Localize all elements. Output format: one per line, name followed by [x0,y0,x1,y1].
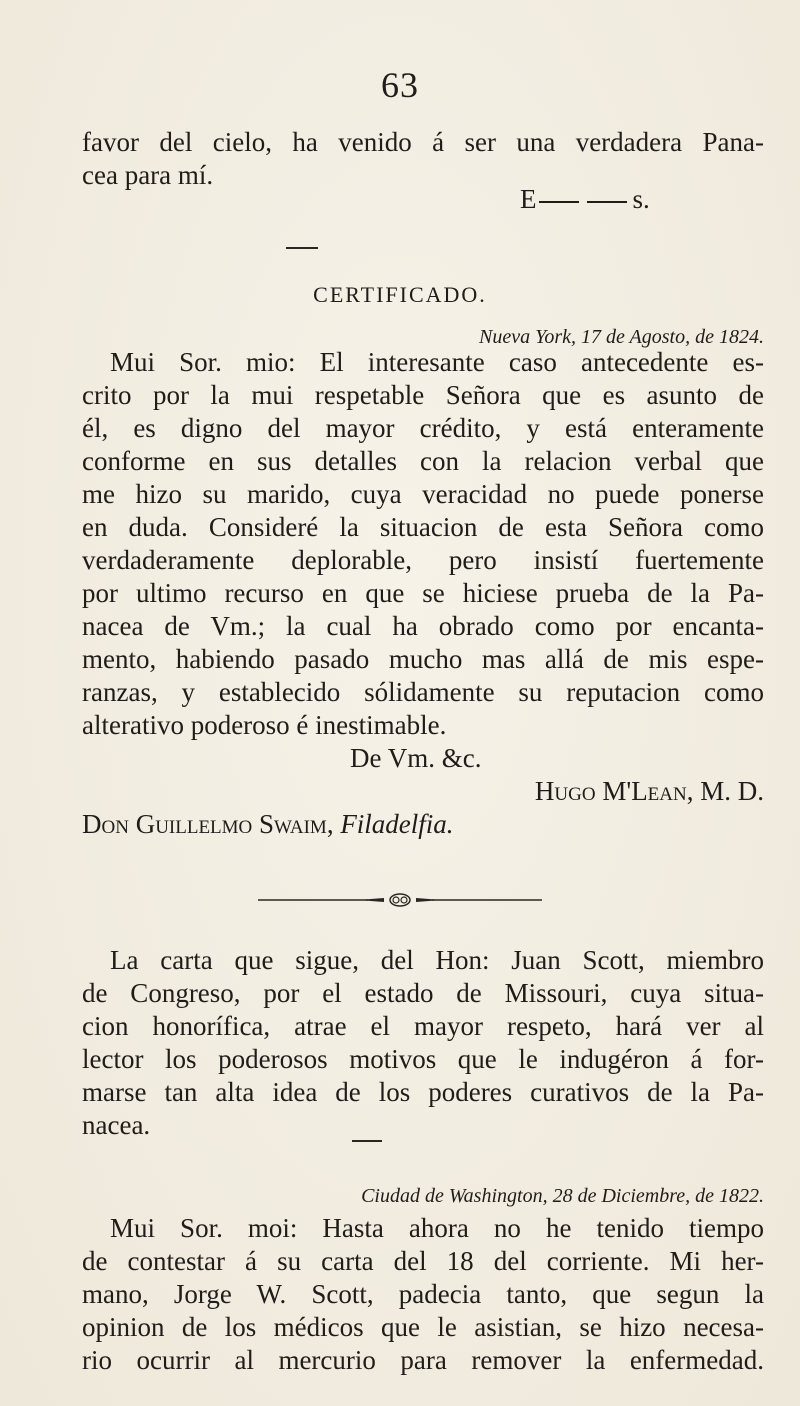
text-line: conforme en sus detalles con la relacion verbal que [82,446,764,476]
text-line: él, es digno del mayor crédito, y está enteramente [82,413,764,443]
certificate-heading: CERTIFICADO. [313,282,487,307]
text-line: de Congreso, por el estado de Missouri, cuya situa- [82,978,764,1008]
letter-body [82,1212,764,1377]
text-line: Mui Sor. moi: Hasta ahora no he tenido tiempo [110,1213,764,1243]
text-line: Mui Sor. mio: El interesante caso antecedente es- [110,347,764,377]
text-line: lector los poderosos motivos que le indugéron á for- [82,1044,764,1074]
certificate-signer: Hugo M'Lean, M. D. [534,776,764,806]
page-number: 63 [381,65,419,105]
text-line: crito por la mui respetable Señora que es asunto de [82,380,764,410]
signature-initial-last: s. [632,184,650,214]
text-line: en duda. Consideré la situacion de esta Señora como [82,512,764,542]
certificate-addressee [82,808,764,841]
text-line: por ultimo recurso en que se hiciese prueba de la Pa- [82,578,764,608]
addressee-name: Don Guillelmo Swaim, [82,809,334,839]
letter-dateline: Ciudad de Washington, 28 de Diciembre, de 1822. [361,1185,764,1207]
text-line: alterativo poderoso é inestimable. [82,710,447,740]
section-divider [286,247,318,249]
text-line: rio ocurrir al mercurio para remover la enfermedad. [82,1345,764,1375]
text-line: La carta que sigue, del Hon: Juan Scott, miembro [110,945,764,975]
text-line: cea para mí. [82,160,214,190]
certificate-body [82,346,764,841]
intro-paragraph [82,944,764,1142]
text-line: nacea. [82,1110,151,1140]
text-line: de contestar á su carta del 18 del corriente. Mi her- [82,1246,764,1276]
signature-initials [520,184,650,215]
text-line: me hizo su marido, cuya veracidad no puede ponerse [82,479,764,509]
opening-paragraph [82,126,764,192]
addressee-city: Filadelfia. [340,809,454,839]
signature-dash [587,201,627,203]
certificate-dateline: Nueva York, 17 de Agosto, de 1824. [479,326,764,348]
text-line: cion honorífica, atrae el mayor respeto, hará ver al [82,1011,764,1041]
text-line: opinion de los médicos que le asistian, se hizo necesa- [82,1312,764,1342]
text-line: favor del cielo, ha venido á ser una verdadera Pana- [82,127,764,157]
signature-dash [539,201,579,203]
signature-initial-first: E [520,184,537,214]
section-divider [352,1140,382,1142]
text-line: ranzas, y establecido sólidamente su reputacion como [82,677,764,707]
text-line: verdaderamente deplorable, pero insistí fuertemente [82,545,764,575]
text-line: nacea de Vm.; la cual ha obrado como por encanta- [82,611,764,641]
certificate-closing: De Vm. &c. [350,743,482,773]
text-line: marse tan alta idea de los poderes curativos de la Pa- [82,1077,764,1107]
text-line: mano, Jorge W. Scott, padecia tanto, que segun la [82,1279,764,1309]
text-line: mento, habiendo pasado mucho mas allá de mis espe- [82,644,764,674]
ornamental-divider [258,893,542,907]
